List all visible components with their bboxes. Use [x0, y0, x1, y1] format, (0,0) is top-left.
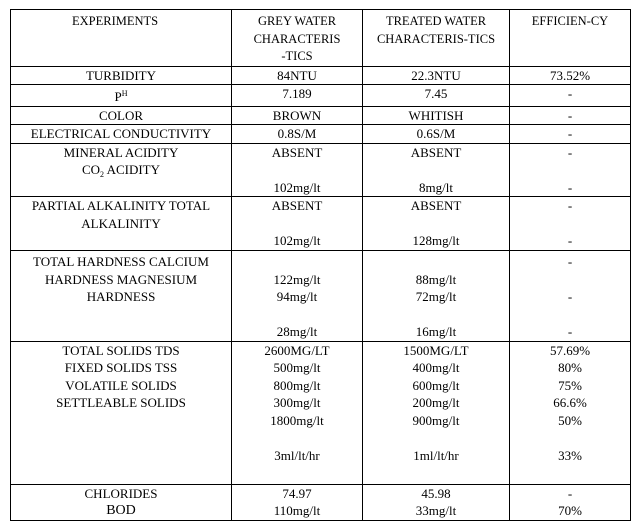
header-grey-line-3: -TICS — [281, 49, 313, 63]
cell-grey: 2600MG/LT 500mg/lt 800mg/lt 300mg/lt 1800mg/lt 3ml/lt/hr — [232, 341, 363, 484]
header-grey-water — [232, 10, 363, 67]
row-label-solids: TOTAL SOLIDS TDS FIXED SOLIDS TSS VOLATILE SOLIDS SETTLEABLE SOLIDS — [11, 341, 232, 484]
cell-treated: ABSENT 8mg/lt — [363, 143, 510, 197]
cell-efficiency: - 70% — [510, 484, 631, 520]
row-label-ph: $P^H$ — [11, 85, 232, 107]
row-label-alkalinity: PARTIAL ALKALINITY TOTAL ALKALINITY — [11, 197, 232, 251]
table-row — [11, 125, 631, 144]
cell-treated: WHITISH — [363, 106, 510, 125]
cell-grey: ABSENT 102mg/lt — [232, 143, 363, 197]
water-characteristics-table — [10, 9, 631, 521]
cell-efficiency: - — [510, 125, 631, 144]
cell-efficiency: - - — [510, 197, 631, 251]
cell-grey: 122mg/lt 94mg/lt 28mg/lt — [232, 251, 363, 342]
row-label-color: COLOR — [11, 106, 232, 125]
cell-treated: 7.45 — [363, 85, 510, 107]
header-row — [11, 10, 631, 67]
table-row — [11, 66, 631, 85]
cell-treated: 0.6S/M — [363, 125, 510, 144]
row-label-chlorides-bod: CHLORIDES BOD — [11, 484, 232, 520]
table-row — [11, 143, 631, 197]
header-efficiency: EFFICIEN-CY — [510, 10, 631, 67]
header-treated-line-1: TREATED WATER — [385, 14, 487, 28]
cell-treated: 22.3NTU — [363, 66, 510, 85]
header-grey-line-2: CHARACTERIS — [253, 31, 341, 46]
cell-grey: 84NTU — [232, 66, 363, 85]
row-label-acidity: MINERAL ACIDITY $CO_2$ ACIDITY — [11, 143, 232, 197]
cell-treated: 45.98 33mg/lt — [363, 484, 510, 520]
header-treated-line-2: CHARACTERIS-TICS — [376, 31, 496, 46]
cell-efficiency: 73.52% — [510, 66, 631, 85]
cell-efficiency: 57.69% 80% 75% 66.6% 50% 33% — [510, 341, 631, 484]
table-row — [11, 251, 631, 342]
table-row — [11, 106, 631, 125]
cell-efficiency: - — [510, 106, 631, 125]
cell-efficiency: - - - — [510, 251, 631, 342]
row-label-hardness: TOTAL HARDNESS CALCIUM HARDNESS MAGNESIUM HARDNESS — [11, 251, 232, 342]
header-experiments: EXPERIMENTS — [11, 10, 232, 67]
cell-efficiency: - — [510, 85, 631, 107]
row-label-turbidity: TURBIDITY — [11, 66, 232, 85]
header-grey-line-1: GREY WATER — [257, 14, 337, 28]
cell-grey: BROWN — [232, 106, 363, 125]
table-row — [11, 197, 631, 251]
row-label-conductivity: ELECTRICAL CONDUCTIVITY — [11, 125, 232, 144]
table-row — [11, 484, 631, 520]
cell-grey: 7.189 — [232, 85, 363, 107]
header-treated-water — [363, 10, 510, 67]
cell-grey: 74.97 110mg/lt — [232, 484, 363, 520]
cell-treated: 88mg/lt 72mg/lt 16mg/lt — [363, 251, 510, 342]
table-row — [11, 341, 631, 484]
cell-efficiency: - - — [510, 143, 631, 197]
cell-treated: ABSENT 128mg/lt — [363, 197, 510, 251]
table-row — [11, 85, 631, 107]
cell-grey: 0.8S/M — [232, 125, 363, 144]
cell-grey: ABSENT 102mg/lt — [232, 197, 363, 251]
cell-treated: 1500MG/LT 400mg/lt 600mg/lt 200mg/lt 900mg/lt 1ml/lt/hr — [363, 341, 510, 484]
